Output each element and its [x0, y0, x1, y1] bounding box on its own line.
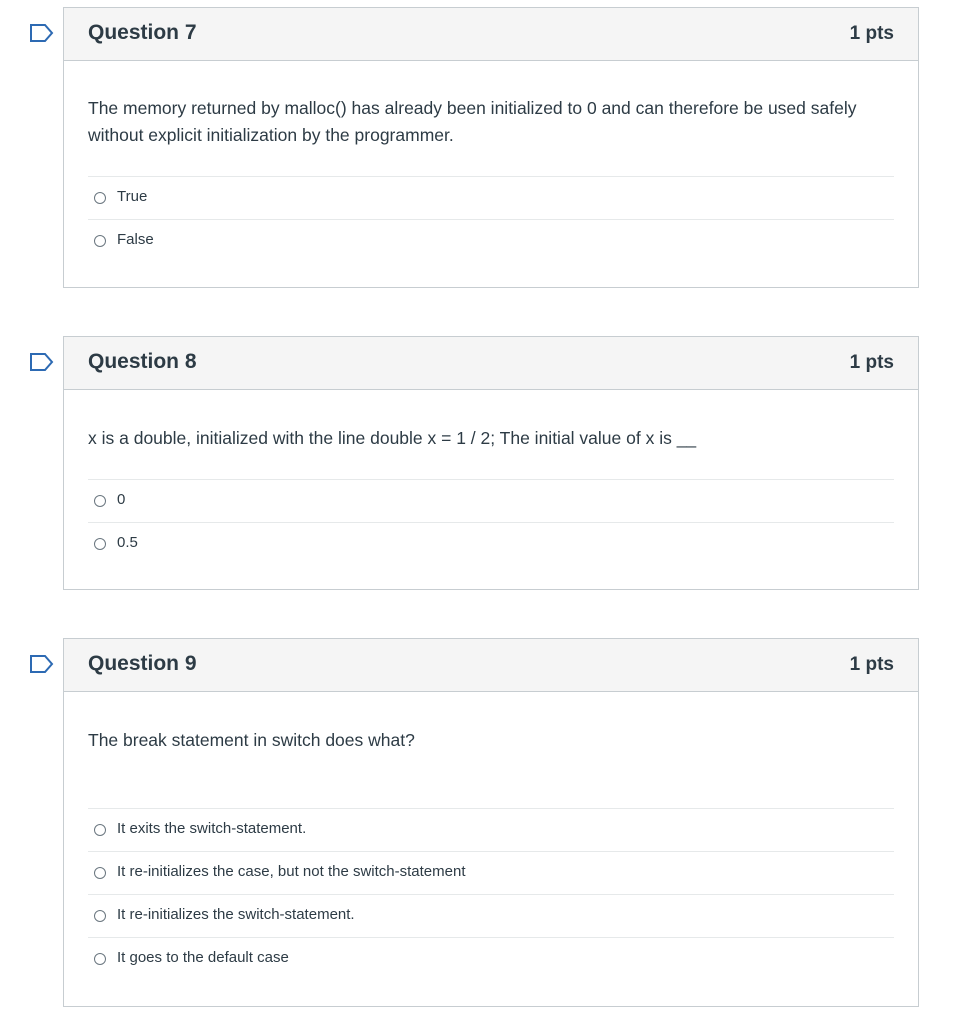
answer-label: 0.5 [117, 534, 138, 551]
radio-button-icon[interactable] [94, 910, 106, 922]
question-points: 1 pts [849, 23, 894, 44]
answer-option[interactable] [88, 522, 894, 565]
question-card [63, 638, 919, 1007]
answer-label: It re-initializes the switch-statement. [117, 906, 355, 923]
answer-label: It exits the switch-statement. [117, 820, 307, 837]
question-text: x is a double, initialized with the line double x = 1 / 2; The initial value of x is __ [88, 428, 697, 448]
radio-button-icon[interactable] [94, 867, 106, 879]
answer-option[interactable] [88, 894, 894, 937]
question-header [64, 639, 918, 692]
answer-option[interactable] [88, 219, 894, 262]
answer-option[interactable] [88, 851, 894, 894]
flag-question-icon[interactable] [29, 654, 55, 674]
answer-label: False [117, 231, 154, 248]
question-header [64, 337, 918, 390]
answer-label: True [117, 188, 148, 205]
question-text: The break statement in switch does what? [88, 730, 415, 750]
answer-list [88, 479, 894, 565]
question-title: Question 7 [88, 21, 197, 44]
answer-label: 0 [117, 491, 126, 508]
radio-button-icon[interactable] [94, 824, 106, 836]
answer-label: It goes to the default case [117, 949, 289, 966]
question-points: 1 pts [849, 352, 894, 373]
question-card [63, 7, 919, 288]
radio-button-icon[interactable] [94, 495, 106, 507]
radio-button-icon[interactable] [94, 538, 106, 550]
answer-label: It re-initializes the case, but not the switch-statement [117, 863, 466, 880]
question-card [63, 336, 919, 590]
question-title: Question 9 [88, 652, 197, 675]
answer-option[interactable] [88, 937, 894, 980]
radio-button-icon[interactable] [94, 953, 106, 965]
question-title: Question 8 [88, 350, 197, 373]
answer-option[interactable] [88, 479, 894, 522]
answer-option[interactable] [88, 176, 894, 219]
radio-button-icon[interactable] [94, 235, 106, 247]
question-header [64, 8, 918, 61]
answer-list [88, 176, 894, 262]
answer-list [88, 808, 894, 980]
flag-question-icon[interactable] [29, 352, 55, 372]
question-text: The memory returned by malloc() has already been initialized to 0 and can therefore be used safely without explicit initialization by the programmer. [88, 98, 857, 145]
radio-button-icon[interactable] [94, 192, 106, 204]
flag-question-icon[interactable] [29, 23, 55, 43]
answer-option[interactable] [88, 808, 894, 851]
question-points: 1 pts [849, 654, 894, 675]
